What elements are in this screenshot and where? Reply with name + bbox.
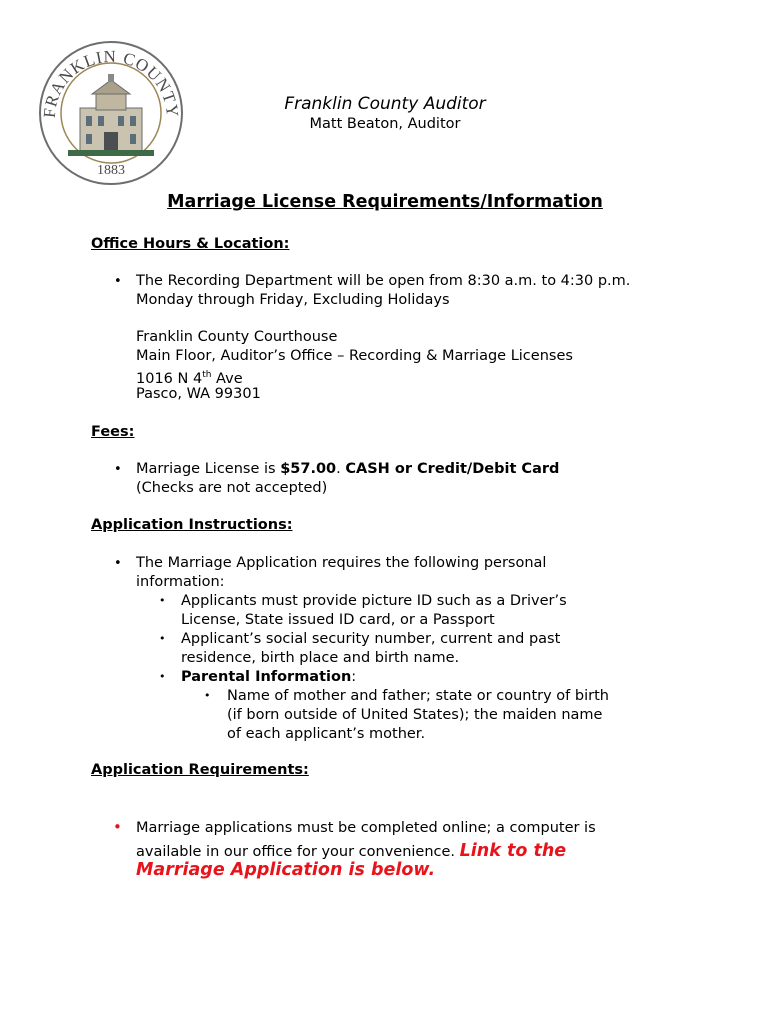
fees-line1 <box>136 460 559 479</box>
office-hours-line2: Monday through Friday, Excluding Holidays <box>136 292 450 308</box>
requirements-line1: Marriage applications must be completed online; a computer is <box>136 820 596 836</box>
parental-sub-line1: Name of mother and father; state or country of birth <box>227 688 609 704</box>
seal-year: 1883 <box>97 163 125 178</box>
bullet-icon: • <box>204 689 211 702</box>
bullet-icon: • <box>114 274 122 289</box>
marriage-application-link-cont[interactable]: Marriage Application is below. <box>136 860 436 880</box>
parental-info-colon: : <box>351 669 357 685</box>
address-street-pre: 1016 N 4 <box>136 370 203 387</box>
bullet-icon: • <box>159 670 166 683</box>
red-bullet-icon: • <box>113 818 122 836</box>
address-line1: Franklin County Courthouse <box>136 329 338 345</box>
fees-line2: (Checks are not accepted) <box>136 480 328 496</box>
bullet-icon: • <box>159 632 166 645</box>
instructions-item2-line2: residence, birth place and birth name. <box>181 650 460 666</box>
office-hours-line1: The Recording Department will be open from 8:30 a.m. to 4:30 p.m. <box>136 273 631 289</box>
instructions-item2-line1: Applicant’s social security number, current and past <box>181 631 561 647</box>
fees-heading: Fees: <box>91 424 135 440</box>
bullet-icon: • <box>159 594 166 607</box>
address-street-post: Ave <box>211 370 243 387</box>
requirements-line2 <box>136 842 566 862</box>
instructions-intro-line2: information: <box>136 574 225 590</box>
fees-line1-pre: Marriage License is <box>136 461 281 477</box>
header-subtitle: Matt Beaton, Auditor <box>309 116 461 132</box>
parental-sub-line2: (if born outside of United States); the maiden name <box>227 707 603 723</box>
requirements-line2-text: available in our office for your convenience. <box>136 844 456 860</box>
page-title: Marriage License Requirements/Information <box>167 192 603 212</box>
header-title: Franklin County Auditor <box>284 94 486 114</box>
bullet-icon: • <box>114 462 122 477</box>
marriage-application-link[interactable]: Link to the <box>459 841 567 861</box>
parental-sub-line3: of each applicant’s mother. <box>227 726 426 742</box>
instructions-item1-line1: Applicants must provide picture ID such as a Driver’s <box>181 593 567 609</box>
parental-info-label: Parental Information <box>181 669 352 685</box>
instructions-item1-line2: License, State issued ID card, or a Passport <box>181 612 495 628</box>
address-street-sup: th <box>202 370 212 380</box>
instructions-intro-line1: The Marriage Application requires the following personal <box>136 555 547 571</box>
address-city: Pasco, WA 99301 <box>136 386 261 402</box>
franklin-county-seal-logo <box>38 40 184 186</box>
application-instructions-heading: Application Instructions: <box>91 517 293 533</box>
instructions-item3 <box>181 668 356 687</box>
seal-ring-text: FRANKLIN COUNTY <box>39 46 183 119</box>
fees-price: $57.00 <box>280 461 337 477</box>
application-requirements-heading: Application Requirements: <box>91 762 309 778</box>
fees-payment: CASH or Credit/Debit Card <box>345 461 560 477</box>
address-line2: Main Floor, Auditor’s Office – Recording & Marriage Licenses <box>136 348 573 364</box>
fees-sep: . <box>336 461 346 477</box>
bullet-icon: • <box>114 556 122 571</box>
office-hours-heading: Office Hours & Location: <box>91 236 290 252</box>
